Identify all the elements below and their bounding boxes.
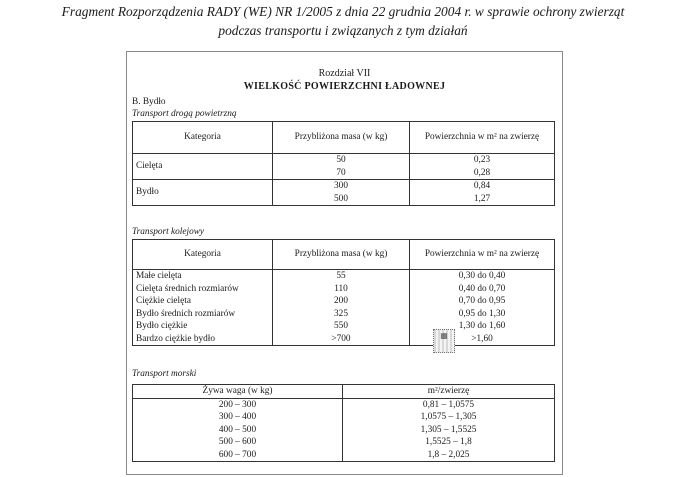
- air-transport-table: [132, 121, 555, 206]
- weight-cell: 300 – 400: [218, 412, 257, 422]
- image-placeholder-icon: ▦: [433, 329, 455, 353]
- header-mass: Przybliżona masa (w kg): [273, 240, 410, 270]
- air-transport-title: Transport drogą powietrzną: [132, 109, 237, 119]
- sea-transport-table: [132, 384, 555, 462]
- table-row: [133, 295, 555, 308]
- area-cell: 1,30 do 1,60: [410, 320, 555, 333]
- caption-line-1: Fragment Rozporządzenia RADY (WE) NR 1/2005 z dnia 22 grudnia 2004 r. w sprawie ochrony zwierząt: [61, 4, 625, 19]
- table-row: [133, 320, 555, 333]
- category-cell: Bydło: [133, 180, 273, 206]
- mass-cell: 550: [273, 320, 410, 333]
- table-row: [133, 398, 555, 411]
- header-category: Kategoria: [133, 122, 273, 154]
- table-header-row: [133, 385, 555, 399]
- area-cell: 0,30 do 0,40: [410, 270, 555, 283]
- section-heading: B. Bydło: [132, 97, 166, 107]
- category-cell: Cielęta średnich rozmiarów: [136, 283, 239, 294]
- table-header-row: [133, 240, 555, 270]
- table-header-row: [133, 122, 555, 154]
- weight-cell: 500 – 600: [218, 437, 257, 447]
- mass-cell: 500: [273, 193, 410, 206]
- chapter-title: WIELKOŚĆ POWIERZCHNI ŁADOWNEJ: [243, 81, 446, 92]
- area-cell: 0,40 do 0,70: [410, 283, 555, 296]
- mass-cell: 325: [273, 308, 410, 321]
- mass-cell: 110: [273, 283, 410, 296]
- regulation-page: [126, 51, 563, 475]
- mass-cell: 70: [273, 167, 410, 180]
- area-cell: 1,8 – 2,025: [343, 449, 555, 462]
- category-cell: Bydło średnich rozmiarów: [136, 308, 236, 319]
- area-cell: >1,60: [410, 333, 555, 346]
- table-row: [133, 180, 555, 193]
- table-row: [133, 333, 555, 346]
- table-row: [133, 449, 555, 462]
- header-area: Powierzchnia w m² na zwierzę: [410, 122, 555, 154]
- category-cell: Cielęta: [136, 161, 163, 172]
- weight-cell: 200 – 300: [218, 399, 257, 410]
- header-area: m²/zwierzę: [343, 385, 555, 399]
- weight-cell: 400 – 500: [218, 424, 257, 435]
- mass-cell: 55: [273, 270, 410, 283]
- caption-line-2: podczas transportu i związanych z tym działań: [218, 23, 468, 38]
- mass-cell: 200: [273, 295, 410, 308]
- header-mass: Przybliżona masa (w kg): [273, 122, 410, 154]
- table-row: [133, 411, 555, 424]
- area-cell: 0,95 do 1,30: [410, 308, 555, 321]
- header-weight: Żywa waga (w kg): [133, 385, 343, 399]
- area-cell: 1,305 – 1,5525: [343, 424, 555, 437]
- table-row: [133, 308, 555, 321]
- area-cell: 0,28: [410, 167, 555, 180]
- mass-cell: 50: [273, 154, 410, 167]
- table-row: [133, 270, 555, 283]
- area-cell: 1,0575 – 1,305: [343, 411, 555, 424]
- sea-transport-title: Transport morski: [132, 369, 197, 379]
- category-cell: Małe cielęta: [136, 271, 182, 281]
- weight-cell: 600 – 700: [218, 449, 257, 460]
- table-row: [133, 283, 555, 296]
- table-row: [133, 436, 555, 449]
- header-area: Powierzchnia w m² na zwierzę: [410, 240, 555, 270]
- category-cell: Bydło ciężkie: [136, 321, 188, 331]
- rail-transport-title: Transport kolejowy: [132, 227, 205, 237]
- area-cell: 1,5525 – 1,8: [343, 436, 555, 449]
- area-cell: 0,70 do 0,95: [410, 295, 555, 308]
- area-cell: 0,81 – 1,0575: [343, 398, 555, 411]
- table-row: [133, 424, 555, 437]
- area-cell: 0,84: [410, 180, 555, 193]
- area-cell: 0,23: [410, 154, 555, 167]
- chapter-number: Rozdział VII: [318, 68, 371, 79]
- category-cell: Bardzo ciężkie bydło: [136, 333, 215, 344]
- table-row: [133, 154, 555, 167]
- area-cell: 1,27: [410, 193, 555, 206]
- header-category: Kategoria: [133, 240, 273, 270]
- rail-transport-table: [132, 239, 555, 346]
- mass-cell: 300: [273, 180, 410, 193]
- mass-cell: >700: [273, 333, 410, 346]
- document-caption: [0, 2, 686, 40]
- category-cell: Ciężkie cielęta: [136, 296, 191, 306]
